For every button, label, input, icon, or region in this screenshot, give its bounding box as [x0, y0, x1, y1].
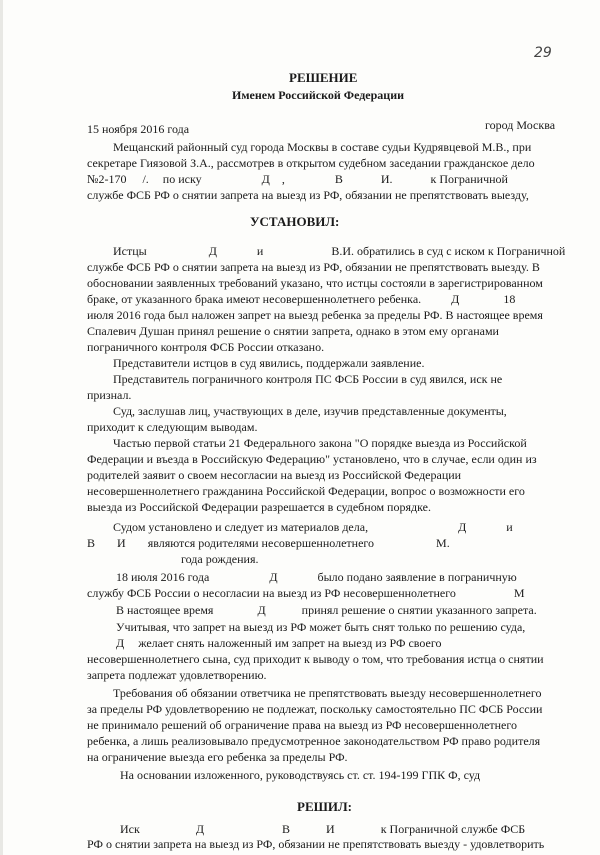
claim-line: Истцы Д и В.И. обратились в суд с иском к Пограничной: [113, 244, 566, 258]
paragraph-line: Представитель пограничного контроля ПС ФСБ России в суд явился, иск не: [113, 372, 503, 386]
law-line: выезда из Российской Федерации разрешается в судебном порядке.: [87, 500, 431, 514]
rejection-line: ребенка, а лишь реализовывало предусмотренное законодательством РФ право родителя: [87, 734, 541, 748]
decision-made-line: В настоящее время Д принял решение о снятии указанного запрета.: [116, 603, 537, 617]
decision-line: РФ о снятии запрета на выезд из РФ, обязании не препятствовать выезду - удовлетворить: [87, 837, 545, 851]
document-subtitle: Именем Российской Федерации: [232, 88, 405, 102]
document-title: РЕШЕНИЕ: [289, 70, 358, 85]
claim-line: пограничного контроля ФСБ России отказано.: [87, 340, 325, 354]
paragraph-line: приходит к следующим выводам.: [87, 420, 258, 434]
decision-line: Иск Д В И к Пограничной службе ФСБ: [120, 822, 526, 836]
basis-line: На основании изложенного, руководствуясь ст. ст. 194-199 ГПК Ф, суд: [120, 768, 481, 782]
finding-line: года рождения.: [181, 552, 259, 566]
rejection-line: на ограничение выезда его ребенка за пределы РФ.: [87, 750, 348, 764]
intro-line: Мещанский районный суд города Москвы в составе судьи Кудрявцевой М.В., при: [113, 140, 532, 154]
claim-line: июля 2016 года был наложен запрет на выезд ребенка за пределы РФ. В настоящее время: [87, 308, 543, 322]
law-line: Частью первой статьи 21 Федерального закона "О порядке выезда из Российской: [113, 436, 527, 450]
rejection-line: Требования об обязании ответчика не препятствовать выезду несовершеннолетнего: [113, 686, 542, 700]
intro-line: службе ФСБ РФ о снятии запрета на выезд из РФ, обязании не препятствовать выезду,: [87, 188, 529, 202]
paragraph-line: Суд, заслушав лиц, участвующих в деле, изучив представленные документы,: [113, 404, 507, 418]
established-heading: УСТАНОВИЛ:: [250, 214, 340, 229]
claim-line: браке, от указанного брака имеют несовершеннолетнего ребенка. Д 18: [87, 292, 516, 306]
rejection-line: не принимало решений об ограничение права на выезд из РФ несовершеннолетнего: [87, 718, 518, 732]
claim-line: службе ФСБ РФ о снятии запрета на выезд из РФ, обязании не препятствовать выезду. В: [87, 260, 540, 274]
rejection-line: за пределы РФ удовлетворению не подлежат, поскольку самостоятельно ПС ФСБ России: [87, 702, 543, 716]
intro-line-case: №2-170 /. по иску Д , В И. к Пограничной: [87, 172, 508, 186]
finding-line: Судом установлено и следует из материалов дела, Д и: [113, 520, 513, 534]
decided-heading: РЕШИЛ:: [297, 799, 353, 814]
application-line: 18 июля 2016 года Д было подано заявление в пограничную: [116, 570, 517, 584]
reasoning-line: Учитывая, что запрет на выезд из РФ может быть снят только по решению суда,: [116, 620, 526, 634]
reasoning-line: Д желает снять наложенный им запрет на выезд из РФ своего: [116, 636, 442, 650]
claim-line: Спалевич Душан принял решение о снятии запрета, однако в этом ему органами: [87, 324, 499, 338]
law-line: несовершеннолетнего гражданина Российской Федерации, вопрос о возможности его: [87, 484, 525, 498]
document-city: город Москва: [485, 118, 556, 132]
finding-line: В И являются родителями несовершеннолетнего М.: [87, 536, 450, 550]
paragraph-line: Представители истцов в суд явились, поддержали заявление.: [113, 356, 425, 370]
scan-edge: [0, 0, 3, 855]
reasoning-line: запрета подлежат удовлетворению.: [87, 668, 267, 682]
intro-line: секретаре Гиязовой З.А., рассмотрев в открытом судебном заседании гражданское дело: [87, 156, 535, 170]
law-line: родителей заявит о своем несогласии на выезд из Российской Федерации: [87, 468, 462, 482]
document-date: 15 ноября 2016 года: [87, 122, 190, 136]
page-number: 29: [534, 45, 552, 61]
application-line: службу ФСБ России о несогласии на выезд из РФ несовершеннолетнего М: [87, 586, 525, 600]
claim-line: обосновании заявленных требований указано, что истцы состояли в зарегистрированном: [87, 276, 543, 290]
reasoning-line: несовершеннолетнего сына, суд приходит к выводу о том, что требования истца о снятии: [87, 652, 544, 666]
paragraph-line: признал.: [87, 388, 132, 402]
law-line: Федерации и въезда в Российскую Федерацию" установлено, что в случае, если один из: [87, 452, 537, 466]
